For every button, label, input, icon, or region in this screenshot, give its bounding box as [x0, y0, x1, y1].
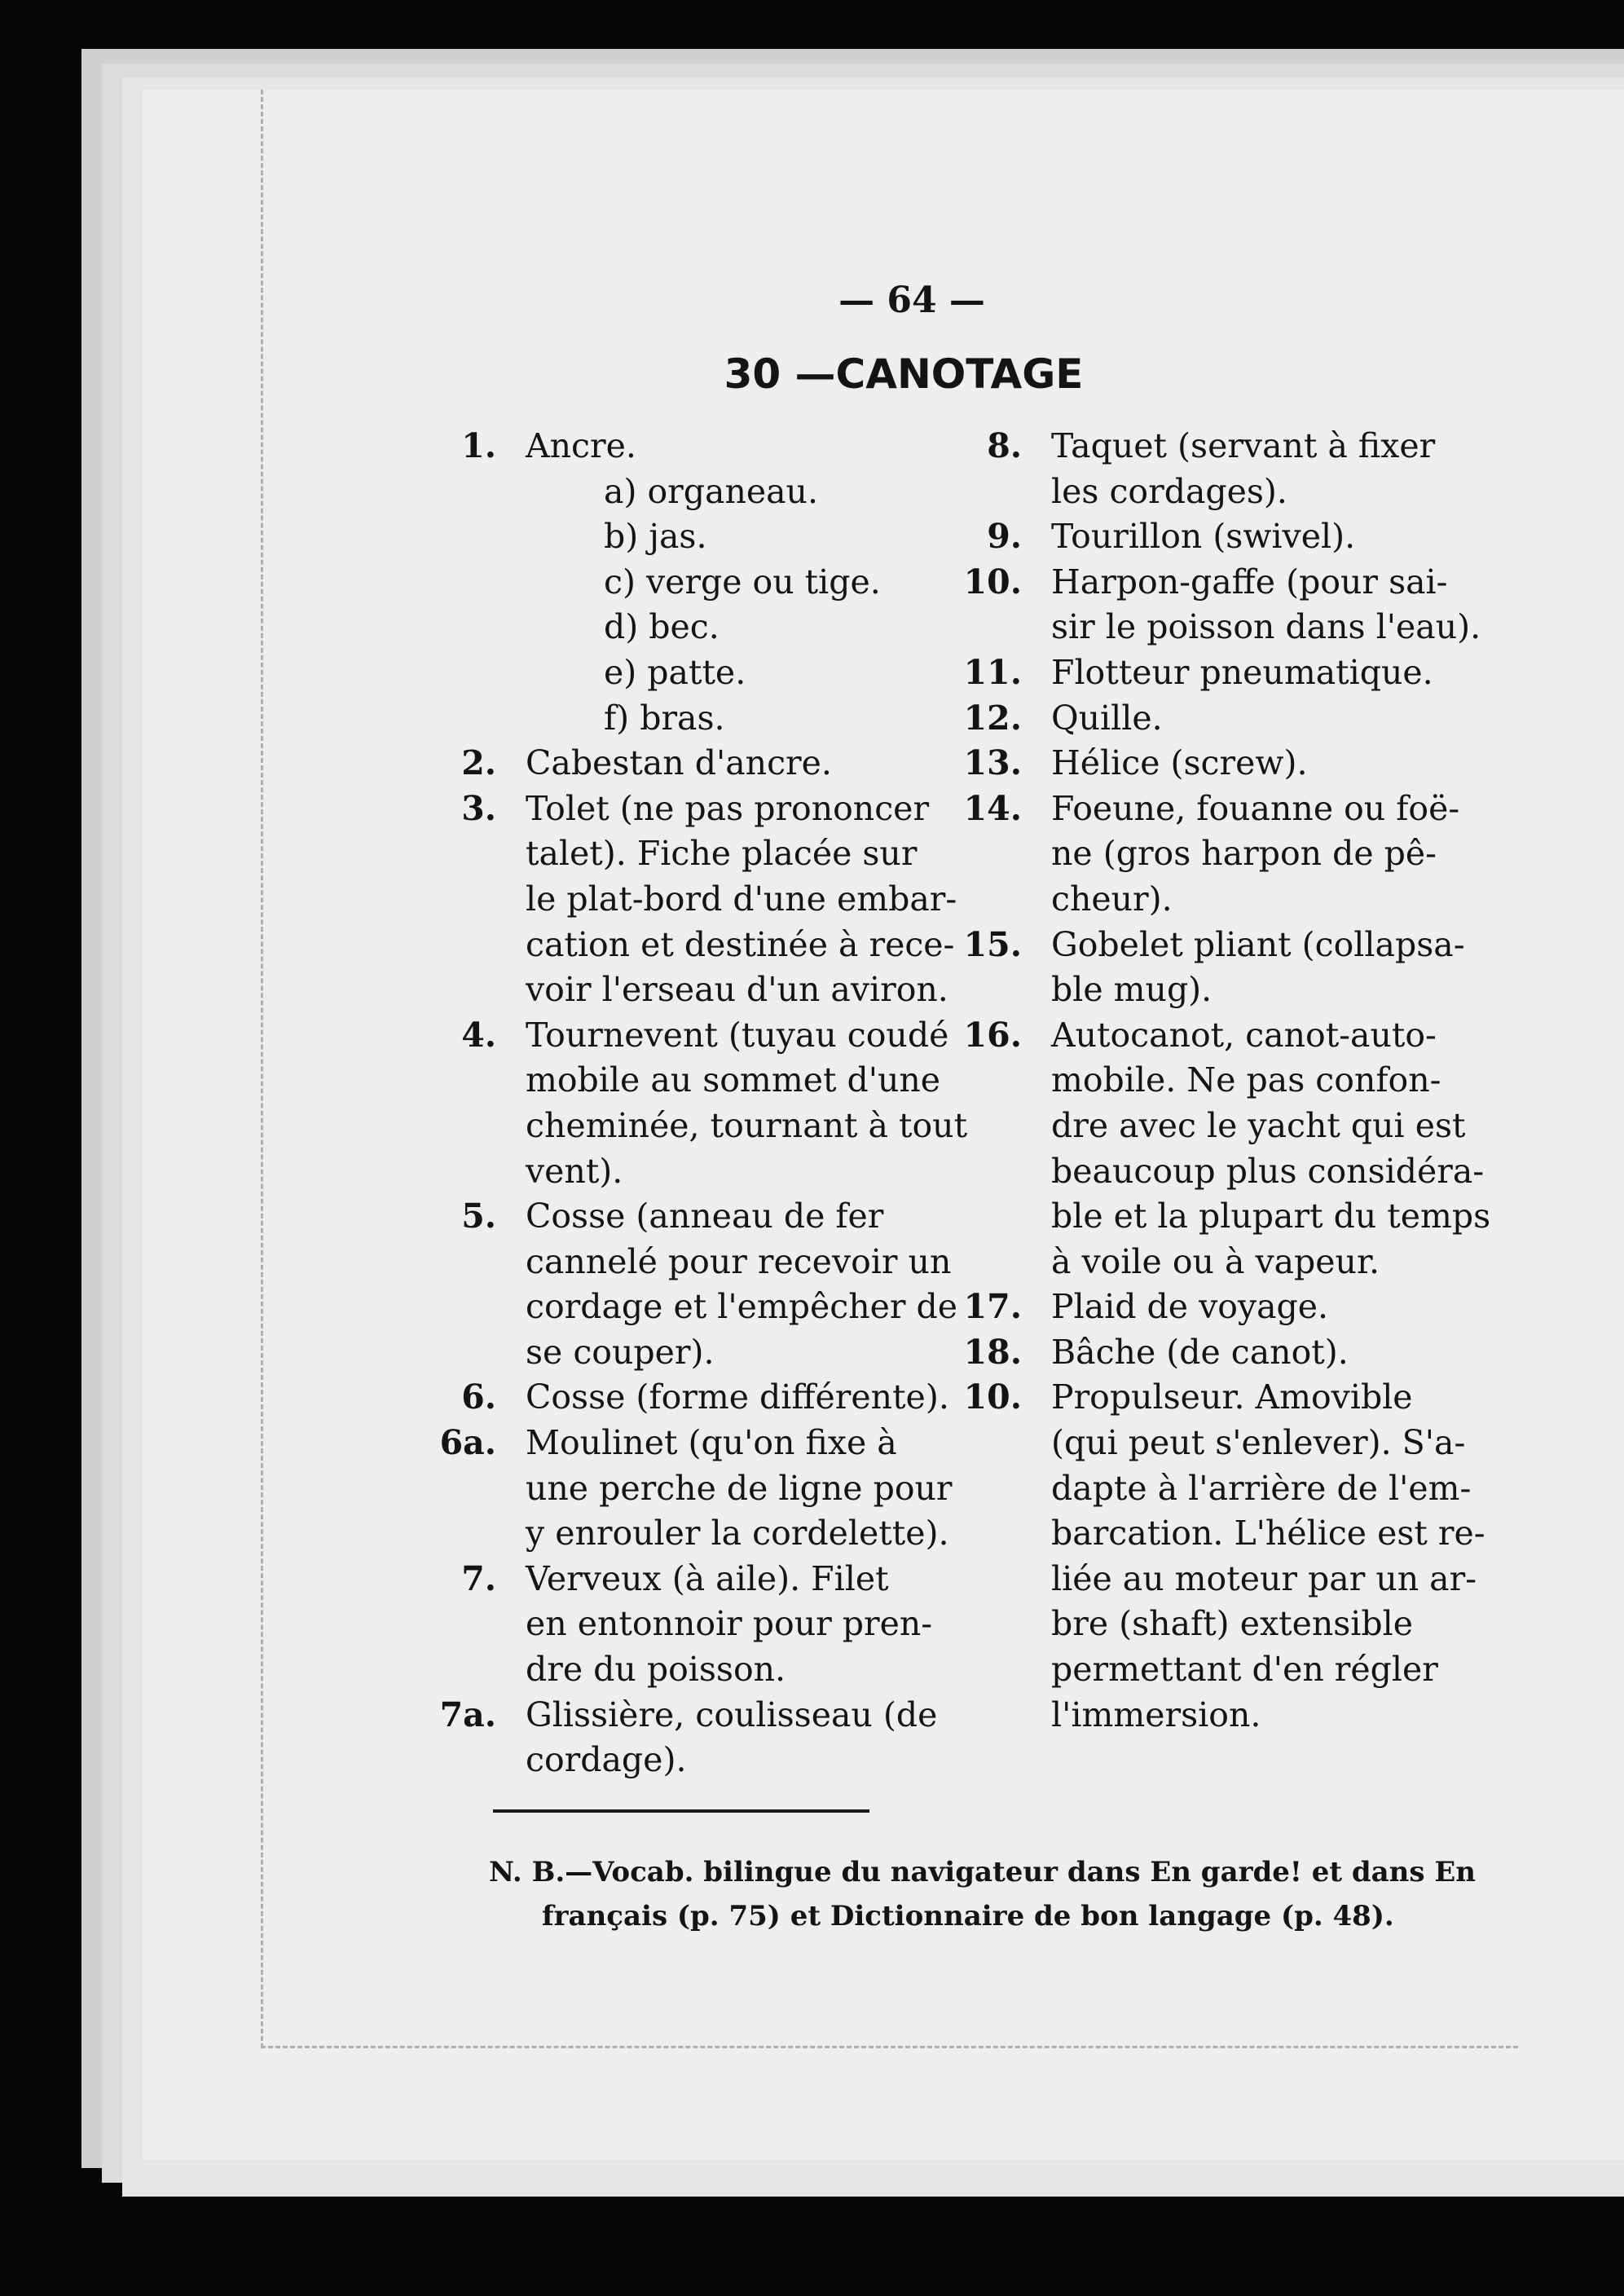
vocab-entry-line	[1027, 1421, 1624, 1466]
entry-text: Bâche (de canot).	[1051, 1332, 1349, 1372]
entry-number	[428, 923, 526, 968]
entry-text: cordage et l'empêcher de	[526, 1287, 958, 1327]
entry-text: mobile. Ne pas confon-	[1051, 1060, 1441, 1100]
entry-number	[953, 1058, 1051, 1104]
vocab-entry-line	[987, 514, 1624, 560]
entry-number: 6a.	[439, 1423, 496, 1463]
entry-text: permettant d'en régler	[1051, 1650, 1438, 1690]
entry-text: Glissière, coulisseau (de	[526, 1694, 938, 1734]
entry-number	[428, 1330, 526, 1376]
entry-number	[428, 1511, 526, 1557]
footnote-line: N. B.—Vocab. bilingue du navigateur dans En garde! et dans En	[489, 1856, 1477, 1888]
vocab-entry-line	[963, 560, 1624, 606]
entry-text: Quille.	[1051, 698, 1163, 738]
entry-number: 16.	[963, 1015, 1022, 1055]
vocab-entry-line	[1027, 1240, 1624, 1285]
entry-number	[428, 1285, 526, 1330]
entry-text: cation et destinée à rece-	[526, 924, 955, 964]
entry-text: d) bec.	[604, 607, 720, 647]
vocab-entry-line	[1027, 1557, 1624, 1602]
entry-text: Ancre.	[526, 426, 636, 465]
entry-number	[428, 831, 526, 877]
entry-number	[428, 1647, 526, 1693]
entry-number: 10.	[963, 562, 1022, 602]
entry-number: 14.	[963, 788, 1022, 828]
entry-text: Cosse (anneau de fer	[526, 1196, 884, 1236]
entry-text: Harpon-gaffe (pour sai-	[1051, 562, 1448, 602]
entry-text: en entonnoir pour pren-	[526, 1604, 933, 1644]
vocab-entry-line	[1027, 1058, 1624, 1104]
vocab-entry-line	[963, 1013, 1624, 1059]
entry-number	[428, 650, 526, 696]
entry-number	[428, 1149, 526, 1195]
entry-number: 15.	[963, 924, 1022, 964]
vocab-entry-line	[1027, 1511, 1624, 1557]
entry-number	[953, 1466, 1051, 1512]
entry-text: ble et la plupart du temps	[1051, 1196, 1491, 1236]
entry-number: 17.	[963, 1287, 1022, 1327]
entry-text: beaucoup plus considéra-	[1051, 1151, 1485, 1191]
entry-text: Cosse (forme différente).	[526, 1377, 949, 1417]
vocab-entry-line	[1027, 1693, 1624, 1739]
entry-number	[428, 877, 526, 923]
entry-text: Tournevent (tuyau coudé	[526, 1015, 949, 1055]
entry-number: 6.	[461, 1377, 496, 1417]
entry-number: 10.	[963, 1377, 1022, 1417]
vocab-entry-line	[963, 1375, 1624, 1421]
vocab-entry-line	[1027, 877, 1624, 923]
entry-number	[953, 1557, 1051, 1602]
right-column	[963, 424, 1624, 1738]
entry-number: 2.	[461, 743, 496, 783]
entry-text: Autocanot, canot-auto-	[1051, 1015, 1437, 1055]
entry-number	[428, 560, 526, 606]
vocab-entry-line	[1027, 469, 1624, 515]
entry-text: cheur).	[1051, 879, 1173, 919]
vocab-entry-line	[1027, 1466, 1624, 1512]
entry-number	[428, 1466, 526, 1512]
entry-text: cordage).	[526, 1740, 687, 1780]
entry-text: b) jas.	[604, 517, 707, 557]
entry-text: (qui peut s'enlever). S'a-	[1051, 1423, 1466, 1463]
vocab-entry-line	[963, 923, 1624, 968]
entry-text: se couper).	[526, 1332, 715, 1372]
entry-text: a) organeau.	[604, 471, 818, 511]
vocab-entry-line	[963, 1330, 1624, 1376]
entry-number	[953, 1421, 1051, 1466]
footnote-rule	[493, 1809, 869, 1813]
vocab-entry-line	[1027, 1149, 1624, 1195]
entry-text: une perche de ligne pour	[526, 1468, 953, 1508]
entry-text: e) patte.	[604, 652, 746, 692]
entry-text: Tourillon (swivel).	[1051, 517, 1356, 557]
vocab-entry-line	[1027, 1194, 1624, 1240]
vocab-entry-line	[501, 1738, 1129, 1783]
entry-text: à voile ou à vapeur.	[1051, 1241, 1380, 1281]
entry-text: c) verge ou tige.	[604, 562, 881, 602]
vocab-entry-line	[963, 741, 1624, 787]
entry-text: cannelé pour recevoir un	[526, 1241, 952, 1281]
entry-text: Propulseur. Amovible	[1051, 1377, 1413, 1417]
entry-text: Flotteur pneumatique.	[1051, 652, 1433, 692]
vocab-entry-line	[963, 696, 1624, 742]
vocab-entry-line	[1027, 605, 1624, 650]
entry-number	[428, 1104, 526, 1149]
entry-text: Moulinet (qu'on fixe à	[526, 1423, 897, 1463]
entry-number	[953, 1240, 1051, 1285]
entry-number	[428, 514, 526, 560]
section-title: 30 —CANOTAGE	[724, 350, 1084, 398]
entry-number	[428, 469, 526, 515]
footnote	[489, 1850, 1532, 1938]
entry-number: 11.	[963, 652, 1022, 692]
entry-number	[953, 1647, 1051, 1693]
entry-text: dre avec le yacht qui est	[1051, 1105, 1466, 1145]
entry-text: vent).	[526, 1151, 623, 1191]
vocab-entry-line	[1027, 1647, 1624, 1693]
entry-number: 8.	[987, 426, 1022, 465]
entry-text: liée au moteur par un ar-	[1051, 1558, 1477, 1598]
entry-number	[953, 1194, 1051, 1240]
entry-number	[428, 1738, 526, 1783]
entry-text: Hélice (screw).	[1051, 743, 1308, 783]
entry-text: bre (shaft) extensible	[1051, 1604, 1414, 1644]
entry-number	[953, 967, 1051, 1013]
entry-text: Cabestan d'ancre.	[526, 743, 832, 783]
footnote-line: français (p. 75) et Dictionnaire de bon langage (p. 48).	[542, 1900, 1394, 1932]
vocab-entry-line	[963, 1285, 1624, 1330]
entry-number: 5.	[461, 1196, 496, 1236]
vocab-entry-line	[1027, 967, 1624, 1013]
entry-text: y enrouler la cordelette).	[526, 1514, 949, 1553]
entry-number	[953, 1511, 1051, 1557]
entry-text: dapte à l'arrière de l'em-	[1051, 1468, 1472, 1508]
vocab-entry-line	[1027, 1104, 1624, 1149]
entry-text: l'immersion.	[1051, 1694, 1261, 1734]
entry-text: mobile au sommet d'une	[526, 1060, 941, 1100]
entry-number: 4.	[461, 1015, 496, 1055]
entry-text: barcation. L'hélice est re-	[1051, 1514, 1485, 1553]
entry-number: 13.	[963, 743, 1022, 783]
entry-text: les cordages).	[1051, 471, 1287, 511]
entry-number	[428, 605, 526, 650]
entry-number: 9.	[987, 517, 1022, 557]
vocab-entry-line	[1027, 831, 1624, 877]
entry-text: Plaid de voyage.	[1051, 1287, 1329, 1327]
entry-number: 12.	[963, 698, 1022, 738]
entry-text: Verveux (à aile). Filet	[526, 1558, 889, 1598]
entry-number	[953, 469, 1051, 515]
vocab-entry-line	[987, 424, 1624, 469]
entry-number	[953, 605, 1051, 650]
entry-number: 7.	[461, 1558, 496, 1598]
vocab-entry-line	[963, 650, 1624, 696]
entry-text: ne (gros harpon de pê-	[1051, 834, 1437, 874]
entry-number: 7a.	[439, 1694, 496, 1734]
entry-number: 3.	[461, 788, 496, 828]
entry-text: talet). Fiche placée sur	[526, 834, 918, 874]
entry-text: le plat-bord d'une embar-	[526, 879, 957, 919]
entry-text: Foeune, fouanne ou foë-	[1051, 788, 1460, 828]
entry-number	[428, 1240, 526, 1285]
entry-number	[953, 831, 1051, 877]
entry-number: 1.	[461, 426, 496, 465]
entry-text: cheminée, tournant à tout	[526, 1105, 968, 1145]
entry-text: voir l'erseau d'un aviron.	[526, 970, 948, 1010]
entry-text: ble mug).	[1051, 970, 1212, 1010]
entry-number	[428, 967, 526, 1013]
entry-number	[428, 1058, 526, 1104]
entry-text: dre du poisson.	[526, 1650, 786, 1690]
entry-text: Tolet (ne pas prononcer	[526, 788, 930, 828]
entry-number	[428, 696, 526, 742]
entry-number	[953, 1693, 1051, 1739]
entry-text: Taquet (servant à fixer	[1051, 426, 1436, 465]
vocab-entry-line	[963, 787, 1624, 832]
entry-number	[953, 1602, 1051, 1647]
entry-text: Gobelet pliant (collapsa-	[1051, 924, 1465, 964]
vocab-entry-line	[1027, 1602, 1624, 1647]
entry-text: f) bras.	[604, 698, 725, 738]
entry-number: 18.	[963, 1332, 1022, 1372]
entry-text: sir le poisson dans l'eau).	[1051, 607, 1481, 647]
page-number: — 64 —	[838, 280, 985, 321]
entry-number	[953, 877, 1051, 923]
entry-number	[953, 1104, 1051, 1149]
book-page	[143, 90, 1624, 2160]
entry-number	[428, 1602, 526, 1647]
entry-number	[953, 1149, 1051, 1195]
